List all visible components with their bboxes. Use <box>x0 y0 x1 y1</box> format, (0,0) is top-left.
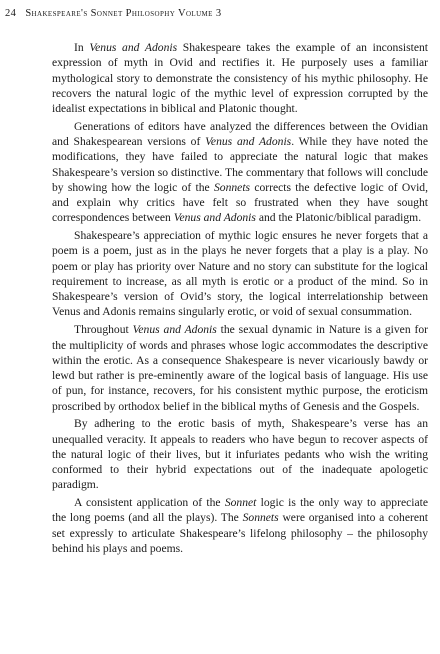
running-head <box>5 8 222 19</box>
paragraph-text: Generations of editors have analyzed the differences between the Ovidian and Shakespearean versions of <box>52 119 428 149</box>
paragraph-text: . While they have noted the modifications, they have failed to appreciate the natural logic that makes Shakespeare’s version so distinctive. The commentary that follows will conclude by showing how the logic of the <box>52 135 428 194</box>
paragraph-text: Shakespeare’s appreciation of mythic logic ensures he never forgets that a poem is a poem, just as in the plays he never forgets that a play is a play. No poem or play has priority over Nature and no story can substitute for the logical requirement to increase, as all myth is erotic or a product of the mind. So in Shakespeare’s version of Ovid’s story, the logical interrelationship between Venus and Adonis remains singularly erotic, or void of sexual consummation. <box>52 229 428 319</box>
paragraph-text: the sexual dynamic in Nature is a given for the multiplicity of words and phrases whose logic accommodates the descriptive within the erotic. As a consequence Shakespeare is never vicariously bawdy or lewd but rather is pre-eminently aware of the logical basis of language. His use of pun, for instance, recovers, for his consistent mythic purpose, the eroticism proscribed by orthodox belief in the biblical myths of Genesis and the Gospels. <box>52 323 428 413</box>
paragraph-text: corrects the defective logic of Ovid, and explain why critics have felt so frustrated when they have sought correspondences between <box>52 180 428 225</box>
paragraph <box>52 322 428 414</box>
paragraph-text: and the Platonic/biblical paradigm. <box>255 211 422 225</box>
paragraph <box>52 416 428 492</box>
book-title: Sonnets <box>213 180 251 194</box>
running-head-title: Shakespeare's Sonnet Philosophy Volume 3 <box>25 8 222 19</box>
paragraph-text: Shakespeare takes the example of an inconsistent expression of myth in Ovid and rectifies it. He purposely uses a familiar mythological story to demonstrate the consistency of his mythic philosophy. He recovers the natural logic of the mythic level of expression corrupted by the idealist expectations in biblical and Platonic thought. <box>52 41 428 115</box>
book-title: Venus and Adonis <box>205 135 292 149</box>
paragraph-text: logic is the only way to appreciate the long poems (and all the plays). The <box>52 496 428 525</box>
paragraph-text: A consistent application of the <box>74 496 225 510</box>
paragraph-text: were organised into a coherent set expressly to articulate Shakespeare’s lifelong philosophy – the philosophy behind his plays and poems. <box>52 511 428 555</box>
paragraph-text: By adhering to the erotic basis of myth, Shakespeare’s verse has an unequalled veracity. It appeals to readers who have begun to recover aspects of the natural logic of their lives, but it infuriates pedants who wish the writing conformed to their hybrid expectations out of the inadequate apologetic paradigm. <box>52 417 428 492</box>
book-title: Venus and Adonis <box>89 41 178 54</box>
paragraph <box>52 40 428 116</box>
paragraph <box>52 228 428 320</box>
book-title: Venus and Adonis <box>173 211 256 225</box>
book-title: Sonnet <box>224 496 257 510</box>
page-number: 24 <box>5 8 17 19</box>
paragraph <box>52 119 428 226</box>
paragraph <box>52 495 428 556</box>
book-title: Venus and Adonis <box>132 323 217 337</box>
body-text <box>52 40 428 556</box>
paragraph-text: Throughout <box>74 323 133 337</box>
paragraph-text: In <box>74 41 90 54</box>
book-title: Sonnets <box>242 511 279 525</box>
